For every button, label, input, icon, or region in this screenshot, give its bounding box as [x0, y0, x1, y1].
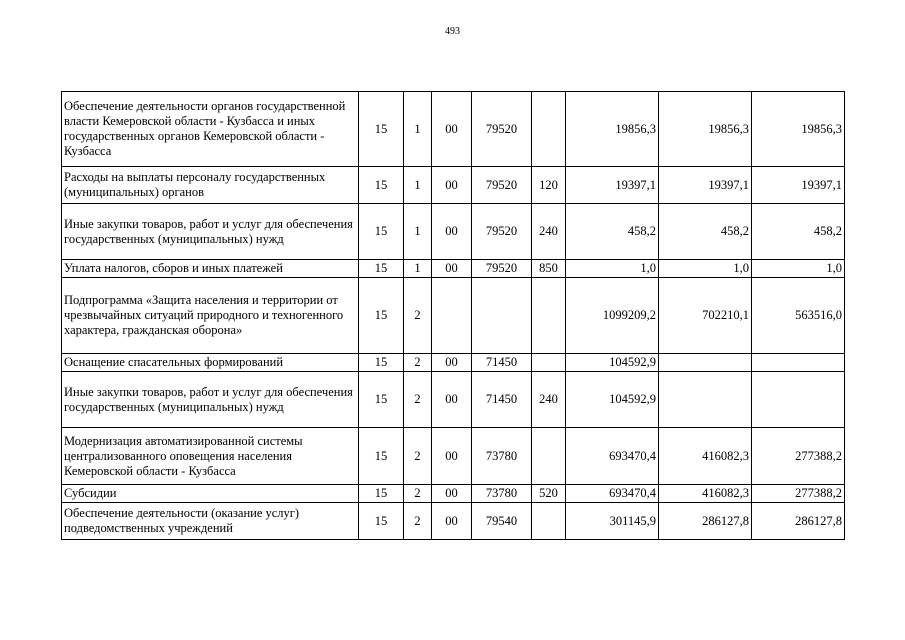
cell-program-code: 15: [359, 503, 404, 540]
cell-amount-year2: 19856,3: [659, 92, 752, 167]
cell-amount-year2: 416082,3: [659, 428, 752, 485]
cell-amount-year3: [752, 354, 845, 372]
cell-amount-year2: 416082,3: [659, 485, 752, 503]
table-row: [62, 372, 845, 428]
cell-activity-code: 00: [432, 428, 472, 485]
row-name: Иные закупки товаров, работ и услуг для обеспечения государственных (муниципальных) нужд: [62, 204, 359, 260]
cell-program-code: 15: [359, 485, 404, 503]
cell-subprogram-code: 2: [404, 278, 432, 354]
cell-subprogram-code: 1: [404, 92, 432, 167]
cell-direction-code: 79520: [472, 204, 532, 260]
cell-amount-year1: 19856,3: [566, 92, 659, 167]
cell-amount-year1: 104592,9: [566, 354, 659, 372]
cell-amount-year2: [659, 354, 752, 372]
cell-subprogram-code: 2: [404, 428, 432, 485]
table-row: [62, 92, 845, 167]
cell-amount-year3: 19856,3: [752, 92, 845, 167]
cell-amount-year3: 1,0: [752, 260, 845, 278]
cell-direction-code: [472, 278, 532, 354]
cell-activity-code: [432, 278, 472, 354]
row-name: Обеспечение деятельности органов государственной власти Кемеровской области - Кузбасса и иных государственных органов Кемеровской области - Кузбасса: [62, 92, 359, 167]
cell-amount-year1: 693470,4: [566, 485, 659, 503]
cell-amount-year1: 104592,9: [566, 372, 659, 428]
cell-direction-code: 79540: [472, 503, 532, 540]
row-name: Уплата налогов, сборов и иных платежей: [62, 260, 359, 278]
cell-subprogram-code: 2: [404, 503, 432, 540]
row-name: Оснащение спасательных формирований: [62, 354, 359, 372]
cell-amount-year1: 301145,9: [566, 503, 659, 540]
cell-amount-year1: 458,2: [566, 204, 659, 260]
row-name: Субсидии: [62, 485, 359, 503]
cell-program-code: 15: [359, 167, 404, 204]
row-name: Обеспечение деятельности (оказание услуг) подведомственных учреждений: [62, 503, 359, 540]
cell-program-code: 15: [359, 428, 404, 485]
cell-amount-year3: 277388,2: [752, 428, 845, 485]
cell-direction-code: 73780: [472, 485, 532, 503]
cell-activity-code: 00: [432, 204, 472, 260]
cell-amount-year2: 702210,1: [659, 278, 752, 354]
row-name: Подпрограмма «Защита населения и территории от чрезвычайных ситуаций природного и техногенного характера, гражданская оборона»: [62, 278, 359, 354]
cell-expense-type: 240: [532, 372, 566, 428]
table-row: [62, 204, 845, 260]
cell-expense-type: [532, 428, 566, 485]
table-row: [62, 428, 845, 485]
cell-expense-type: [532, 503, 566, 540]
cell-amount-year1: 1,0: [566, 260, 659, 278]
cell-expense-type: 120: [532, 167, 566, 204]
cell-program-code: 15: [359, 372, 404, 428]
table-row: [62, 278, 845, 354]
row-name: Модернизация автоматизированной системы централизованного оповещения населения Кемеровской области - Кузбасса: [62, 428, 359, 485]
cell-program-code: 15: [359, 278, 404, 354]
cell-amount-year2: 458,2: [659, 204, 752, 260]
cell-amount-year2: 19397,1: [659, 167, 752, 204]
cell-amount-year3: 458,2: [752, 204, 845, 260]
cell-activity-code: 00: [432, 260, 472, 278]
cell-activity-code: 00: [432, 503, 472, 540]
cell-direction-code: 79520: [472, 167, 532, 204]
cell-activity-code: 00: [432, 372, 472, 428]
budget-table: [61, 91, 845, 540]
cell-subprogram-code: 1: [404, 204, 432, 260]
cell-activity-code: 00: [432, 485, 472, 503]
cell-activity-code: 00: [432, 92, 472, 167]
cell-amount-year1: 693470,4: [566, 428, 659, 485]
cell-amount-year1: 19397,1: [566, 167, 659, 204]
cell-subprogram-code: 2: [404, 354, 432, 372]
cell-activity-code: 00: [432, 354, 472, 372]
cell-subprogram-code: 1: [404, 260, 432, 278]
cell-program-code: 15: [359, 204, 404, 260]
cell-program-code: 15: [359, 354, 404, 372]
cell-amount-year2: 1,0: [659, 260, 752, 278]
cell-subprogram-code: 2: [404, 372, 432, 428]
cell-amount-year1: 1099209,2: [566, 278, 659, 354]
cell-direction-code: 71450: [472, 372, 532, 428]
row-name: Иные закупки товаров, работ и услуг для обеспечения государственных (муниципальных) нужд: [62, 372, 359, 428]
table-row: [62, 485, 845, 503]
table-row: [62, 354, 845, 372]
cell-amount-year3: 563516,0: [752, 278, 845, 354]
cell-amount-year2: 286127,8: [659, 503, 752, 540]
table-row: [62, 167, 845, 204]
cell-program-code: 15: [359, 260, 404, 278]
cell-expense-type: 240: [532, 204, 566, 260]
cell-expense-type: [532, 278, 566, 354]
cell-amount-year3: 277388,2: [752, 485, 845, 503]
page-number: 493: [445, 26, 460, 37]
cell-amount-year2: [659, 372, 752, 428]
cell-expense-type: [532, 354, 566, 372]
cell-subprogram-code: 1: [404, 167, 432, 204]
cell-activity-code: 00: [432, 167, 472, 204]
cell-direction-code: 79520: [472, 260, 532, 278]
cell-program-code: 15: [359, 92, 404, 167]
cell-direction-code: 73780: [472, 428, 532, 485]
cell-direction-code: 71450: [472, 354, 532, 372]
table-row: [62, 503, 845, 540]
cell-expense-type: 850: [532, 260, 566, 278]
cell-amount-year3: [752, 372, 845, 428]
cell-subprogram-code: 2: [404, 485, 432, 503]
cell-amount-year3: 286127,8: [752, 503, 845, 540]
cell-amount-year3: 19397,1: [752, 167, 845, 204]
row-name: Расходы на выплаты персоналу государственных (муниципальных) органов: [62, 167, 359, 204]
cell-expense-type: [532, 92, 566, 167]
cell-expense-type: 520: [532, 485, 566, 503]
cell-direction-code: 79520: [472, 92, 532, 167]
table-row: [62, 260, 845, 278]
